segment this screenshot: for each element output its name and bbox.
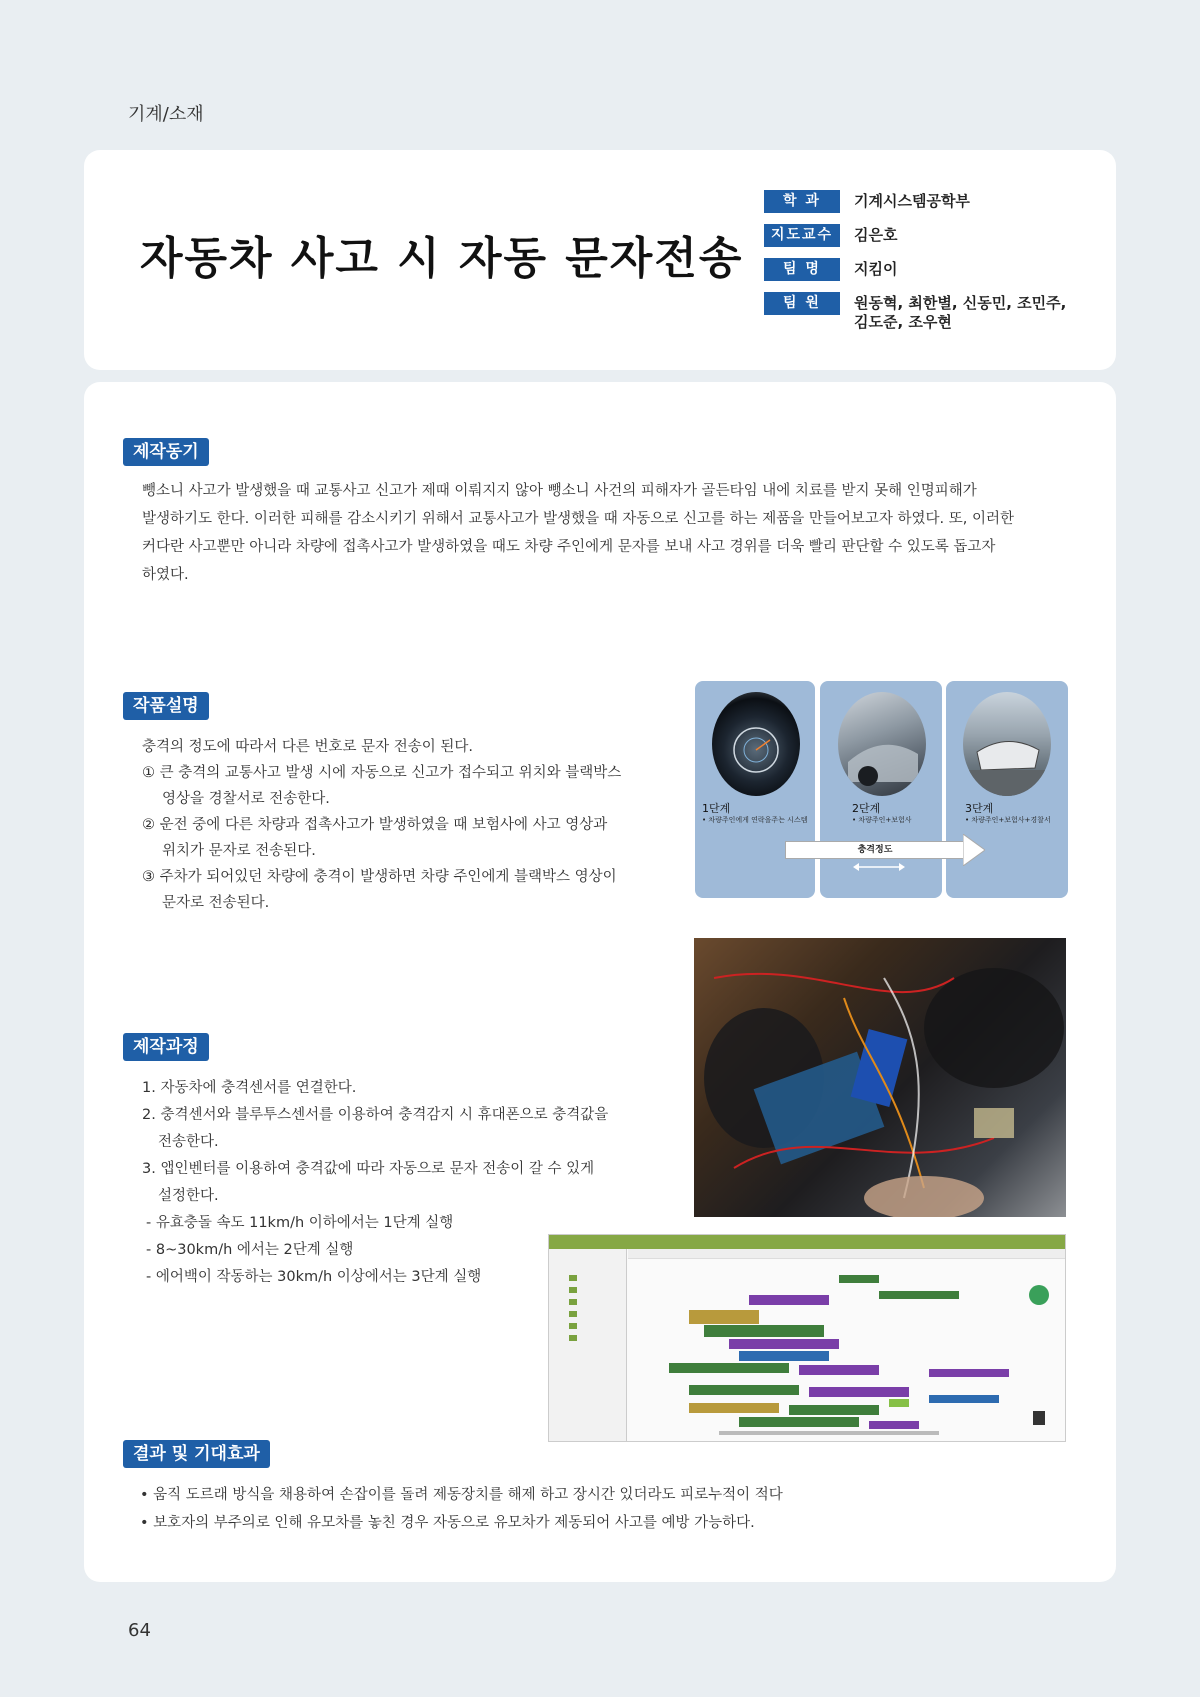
stage-desc-3: • 차량주인+보험사+경찰서 [965,816,1051,824]
members-value: 원동혁, 최한별, 신동민, 조민주, 김도준, 조우현 [854,294,1067,331]
description-line: ③ 주차가 되어있던 차량에 충격이 발생하면 차량 주인에게 블랙박스 영상이 [142,869,617,885]
dept-label: 학 과 [764,190,840,213]
motivation-line: 커다란 사고뿐만 아니라 차량에 접촉사고가 발생하였을 때도 차량 주인에게 문자를 보내 사고 경위를 더욱 빨리 판단할 수 있도록 돕고자 [142,539,996,555]
description-line: 충격의 정도에 따라서 다른 번호로 문자 전송이 된다. [142,739,474,755]
process-line: 전송한다. [158,1134,219,1150]
app-inventor-screenshot [548,1234,1066,1442]
process-line: 설정한다. [158,1188,219,1204]
description-line: ② 운전 중에 다른 차량과 접촉사고가 발생하였을 때 보험사에 사고 영상과 [142,817,608,833]
impact-label: 충격정도 [857,845,893,855]
process-line: 1. 자동차에 충격센서를 연결한다. [142,1080,357,1096]
info-row-prof [764,224,1084,247]
impact-arrow [785,841,965,859]
process-heading: 제작과정 [123,1033,209,1061]
stage-desc-2: • 차량주인+보험사 [852,816,912,824]
stage-label-3: 3단계 [965,802,994,815]
description-line: 문자로 전송된다. [162,895,270,911]
results-heading: 결과 및 기대효과 [123,1440,270,1468]
motivation-line: 발생하기도 한다. 이러한 피해를 감소시키기 위해서 교통사고가 발생했을 때 자동으로 신고를 하는 제품을 만들어보고자 하였다. 또, 이러한 [142,511,1014,527]
description-heading: 작품설명 [123,692,209,720]
motivation-line: 하였다. [142,567,189,583]
category-label: 기계/소재 [128,104,204,125]
results-line: • 움직 도르래 방식을 채용하여 손잡이를 돌려 제동장치를 해제 하고 장시간 있더라도 피로누적이 적다 [140,1487,783,1503]
process-line: 2. 충격센서와 블루투스센서를 이용하여 충격감지 시 휴대폰으로 충격값을 [142,1107,609,1123]
process-line: - 8~30km/h 에서는 2단계 실행 [146,1242,354,1258]
motivation-heading: 제작동기 [123,438,209,466]
title-card [84,150,1116,370]
arrow-head-icon [963,834,985,866]
description-line: ① 큰 충격의 교통사고 발생 시에 자동으로 신고가 접수되고 위치와 블랙박스 [142,765,622,781]
description-line: 영상을 경찰서로 전송한다. [162,791,330,807]
motivation-line: 뺑소니 사고가 발생했을 때 교통사고 신고가 제때 이뤄지지 않아 뺑소니 사건의 피해자가 골든타임 내에 치료를 받지 못해 인명피해가 [142,483,977,499]
prof-label: 지도교수 [764,224,840,247]
team-label: 팀 명 [764,258,840,281]
stage-label-1: 1단계 [702,802,731,815]
dept-value: 기계시스템공학부 [854,192,970,210]
double-arrow-icon [853,862,905,872]
accident-image [963,692,1051,796]
team-value: 지킴이 [854,260,898,278]
prof-value: 김은호 [854,226,898,244]
process-line: - 유효충돌 속도 11km/h 이하에서는 1단계 실행 [146,1215,454,1231]
description-line: 위치가 문자로 전송된다. [162,843,316,859]
info-row-team [764,258,1084,281]
stage-desc-1: • 차량주인에게 연락을주는 시스템 [702,816,808,824]
process-line: 3. 앱인벤터를 이용하여 충격값에 따라 자동으로 문자 전송이 갈 수 있게 [142,1161,595,1177]
members-label: 팀 원 [764,292,840,315]
info-row-dept [764,190,1084,213]
collision-image [838,692,926,796]
info-row-members [764,292,1084,332]
page-number: 64 [128,1620,151,1641]
stage-label-2: 2단계 [852,802,881,815]
process-line: - 에어백이 작동하는 30km/h 이상에서는 3단계 실행 [146,1269,482,1285]
circuit-photo [694,938,1066,1217]
dashboard-image [712,692,800,796]
results-line: • 보호자의 부주의로 인해 유모차를 놓친 경우 자동으로 유모차가 제동되어 사고를 예방 가능하다. [140,1515,755,1531]
page-title: 자동차 사고 시 자동 문자전송 [140,233,744,284]
